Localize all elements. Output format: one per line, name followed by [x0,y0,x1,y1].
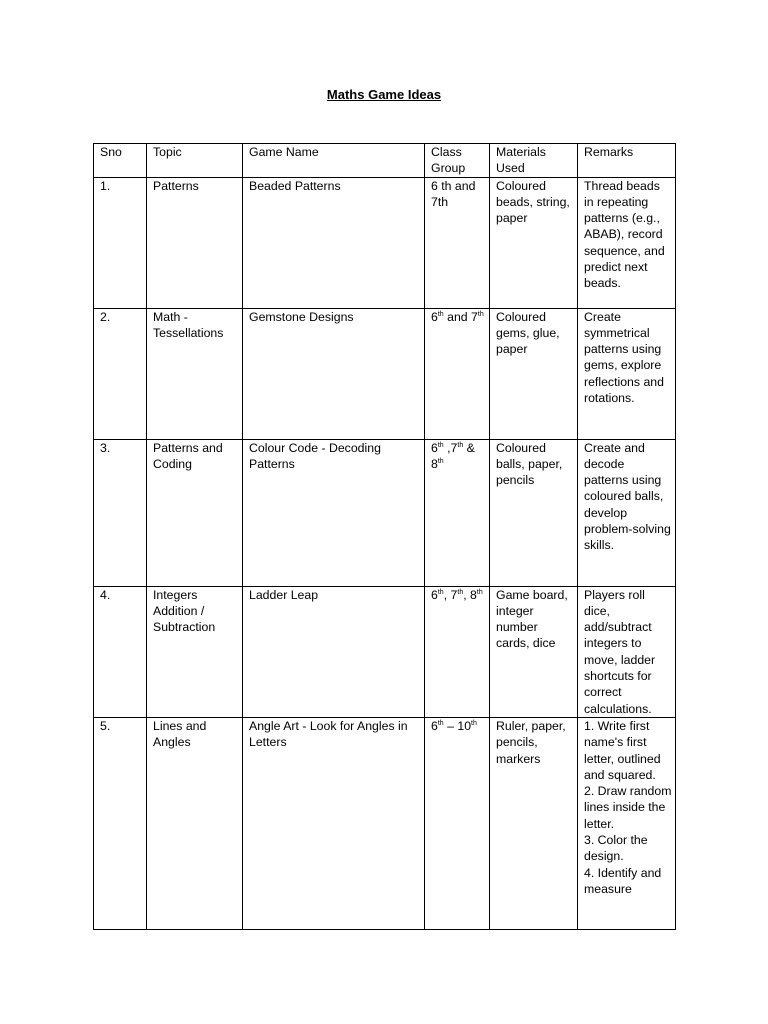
class-group-text: , 7 [443,587,458,602]
class-group-text: and 7 [443,309,478,324]
cell-sno: 4. [94,586,147,717]
header-materials: Materials Used [490,144,578,178]
cell-game-name: Angle Art - Look for Angles in Letters [243,717,425,929]
cell-remarks: Thread beads in repeating patterns (e.g., ABAB), record sequence, and predict next beads. [578,177,676,308]
cell-topic: Integers Addition / Subtraction [147,586,243,717]
cell-game-name: Beaded Patterns [243,177,425,308]
class-group-text: – 10 [443,718,472,733]
cell-remarks: Players roll dice, add/subtract integers to move, ladder shortcuts for correct calculations. [578,586,676,717]
ordinal-suffix: th [471,719,477,727]
ordinal-suffix: th [437,310,444,318]
cell-class-group [425,717,490,929]
cell-materials: Game board, integer number cards, dice [490,586,578,717]
header-game-name: Game Name [243,144,425,178]
table-row [94,177,676,308]
cell-sno: 5. [94,717,147,929]
cell-topic: Patterns [147,177,243,308]
ordinal-suffix: th [437,441,444,449]
cell-materials: Coloured balls, paper, pencils [490,439,578,586]
header-topic: Topic [147,144,243,178]
cell-game-name: Ladder Leap [243,586,425,717]
cell-topic: Patterns and Coding [147,439,243,586]
ordinal-suffix: th [437,719,444,727]
table-row [94,439,676,586]
class-group-text: 6 [431,309,438,324]
document-title: Maths Game Ideas [326,87,442,102]
cell-sno: 3. [94,439,147,586]
class-group-text: 6 th and 7th [431,178,476,209]
cell-materials: Coloured beads, string, paper [490,177,578,308]
cell-class-group [425,177,490,308]
cell-sno: 1. [94,177,147,308]
cell-remarks: Create and decode patterns using coloured balls, develop problem-solving skills. [578,439,676,586]
cell-remarks [578,717,676,929]
cell-game-name: Gemstone Designs [243,308,425,439]
ordinal-suffix: th [477,310,484,318]
ordinal-suffix: th [437,588,444,596]
table-row [94,308,676,439]
ordinal-suffix: th [457,441,464,449]
cell-remarks: Create symmetrical patterns using gems, explore reflections and rotations. [578,308,676,439]
table-row [94,717,676,929]
cell-game-name: Colour Code - Decoding Patterns [243,439,425,586]
ordinal-suffix: th [476,588,483,596]
cell-materials: Ruler, paper, pencils, markers [490,717,578,929]
cell-class-group [425,586,490,717]
cell-class-group [425,308,490,439]
class-group-text: , 8 [463,587,477,602]
class-group-text: ,7 [443,440,458,455]
header-sno: Sno [94,144,147,178]
class-group-text: 6 [431,718,438,733]
ordinal-suffix: th [457,588,464,596]
header-remarks: Remarks [578,144,676,178]
ordinal-suffix: th [437,457,444,465]
remark-step: 2. Draw random lines inside the letter. [584,784,672,831]
game-ideas-table [93,143,676,930]
cell-sno: 2. [94,308,147,439]
cell-topic: Lines and Angles [147,717,243,929]
remark-step: 4. Identify and measure [584,865,662,896]
table-row [94,586,676,717]
cell-class-group [425,439,490,586]
table-header-row [94,144,676,178]
cell-materials: Coloured gems, glue, paper [490,308,578,439]
class-group-text: & 8 [431,440,475,471]
header-class-group: Class Group [425,144,490,178]
class-group-text: 6 [431,440,438,455]
class-group-text: 6 [431,587,438,602]
remark-step: 1. Write first name's first letter, outlined and squared. [584,718,661,782]
remark-step: 3. Color the design. [584,833,648,864]
cell-topic: Math - Tessellations [147,308,243,439]
